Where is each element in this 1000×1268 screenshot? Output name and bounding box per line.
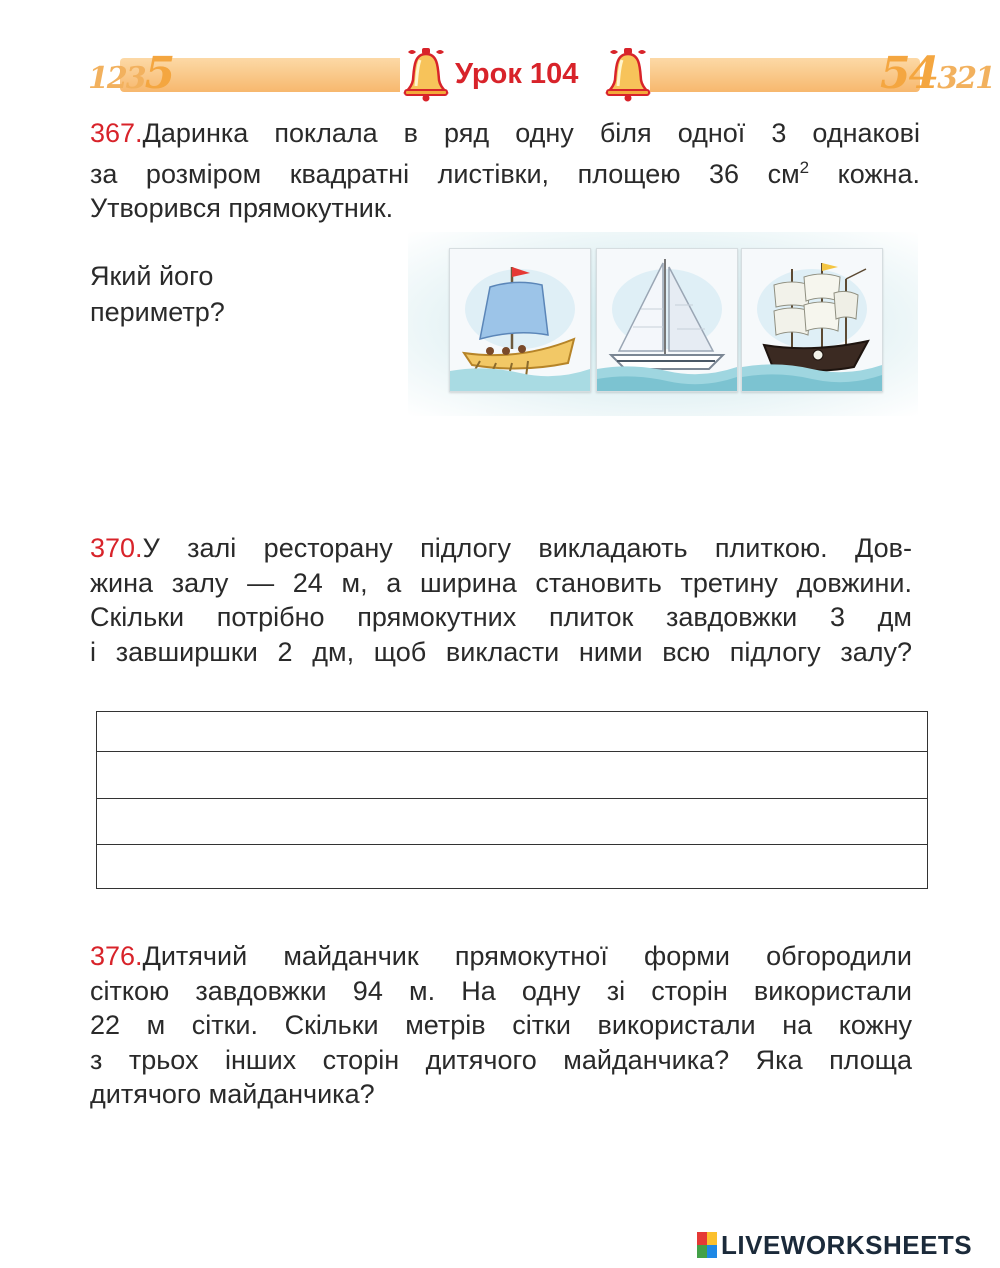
task-line: сіткою завдовжки 94 м. На одну зі сторін використали [90, 975, 912, 1006]
liveworksheets-logo[interactable] [697, 1230, 972, 1260]
task-number: 370. [90, 533, 143, 563]
answer-row[interactable] [97, 845, 927, 887]
lesson-title: Урок 104 [455, 58, 579, 90]
postcard-2 [596, 248, 738, 392]
task-line: жина залу — 24 м, а ширина становить третину довжини. [90, 567, 912, 598]
task-line: 370.У залі ресторану підлогу викладають плиткою. Дов- [90, 533, 912, 563]
task-line: і завширшки 2 дм, щоб викласти ними всю підлогу залу? [90, 636, 912, 667]
rowing-sailboat-icon [450, 249, 590, 391]
answer-row[interactable] [97, 712, 927, 752]
logo-text: LIVEWORKSHEETS [721, 1229, 973, 1260]
task-367-question: Який його периметр? [90, 261, 225, 327]
sailing-yacht-icon [597, 249, 737, 391]
task-line: з трьох інших сторін дитячого майданчика? Яка площа [90, 1044, 912, 1075]
task-line: 22 м сітки. Скільки метрів сітки використали на кожну [90, 1010, 912, 1040]
sailing-ship-icon [742, 249, 882, 391]
task-370 [90, 531, 912, 669]
task-line: за розміром квадратні листівки, площею 36 $см^2$ кожна. [90, 157, 920, 189]
task-line: дитячого майданчика? [90, 1079, 375, 1109]
task-number: 367. [90, 118, 143, 148]
task-number: 376. [90, 941, 143, 971]
task-376 [90, 939, 912, 1112]
task-line: Утворився прямокутник. [90, 193, 394, 223]
logo-squares-icon [697, 1232, 717, 1258]
task-line: 376.Дитячий майданчик прямокутної форми обгородили [90, 941, 912, 971]
task-line: Скільки потрібно прямокутних плиток завдовжки 3 дм [90, 602, 912, 632]
bell-icon [604, 46, 652, 102]
decorative-numbers-right: 54321 [880, 48, 994, 99]
answer-row[interactable] [97, 752, 927, 799]
decorative-numbers-left: 1235 [88, 48, 174, 99]
answer-row[interactable] [97, 799, 927, 845]
postcard-3 [741, 248, 883, 392]
answer-table [96, 711, 928, 889]
postcard-1 [449, 248, 591, 392]
bell-icon [402, 46, 450, 102]
task-367 [90, 116, 920, 226]
task-line: 367.Даринка поклала в ряд одну біля одної 3 однакові [90, 118, 920, 148]
